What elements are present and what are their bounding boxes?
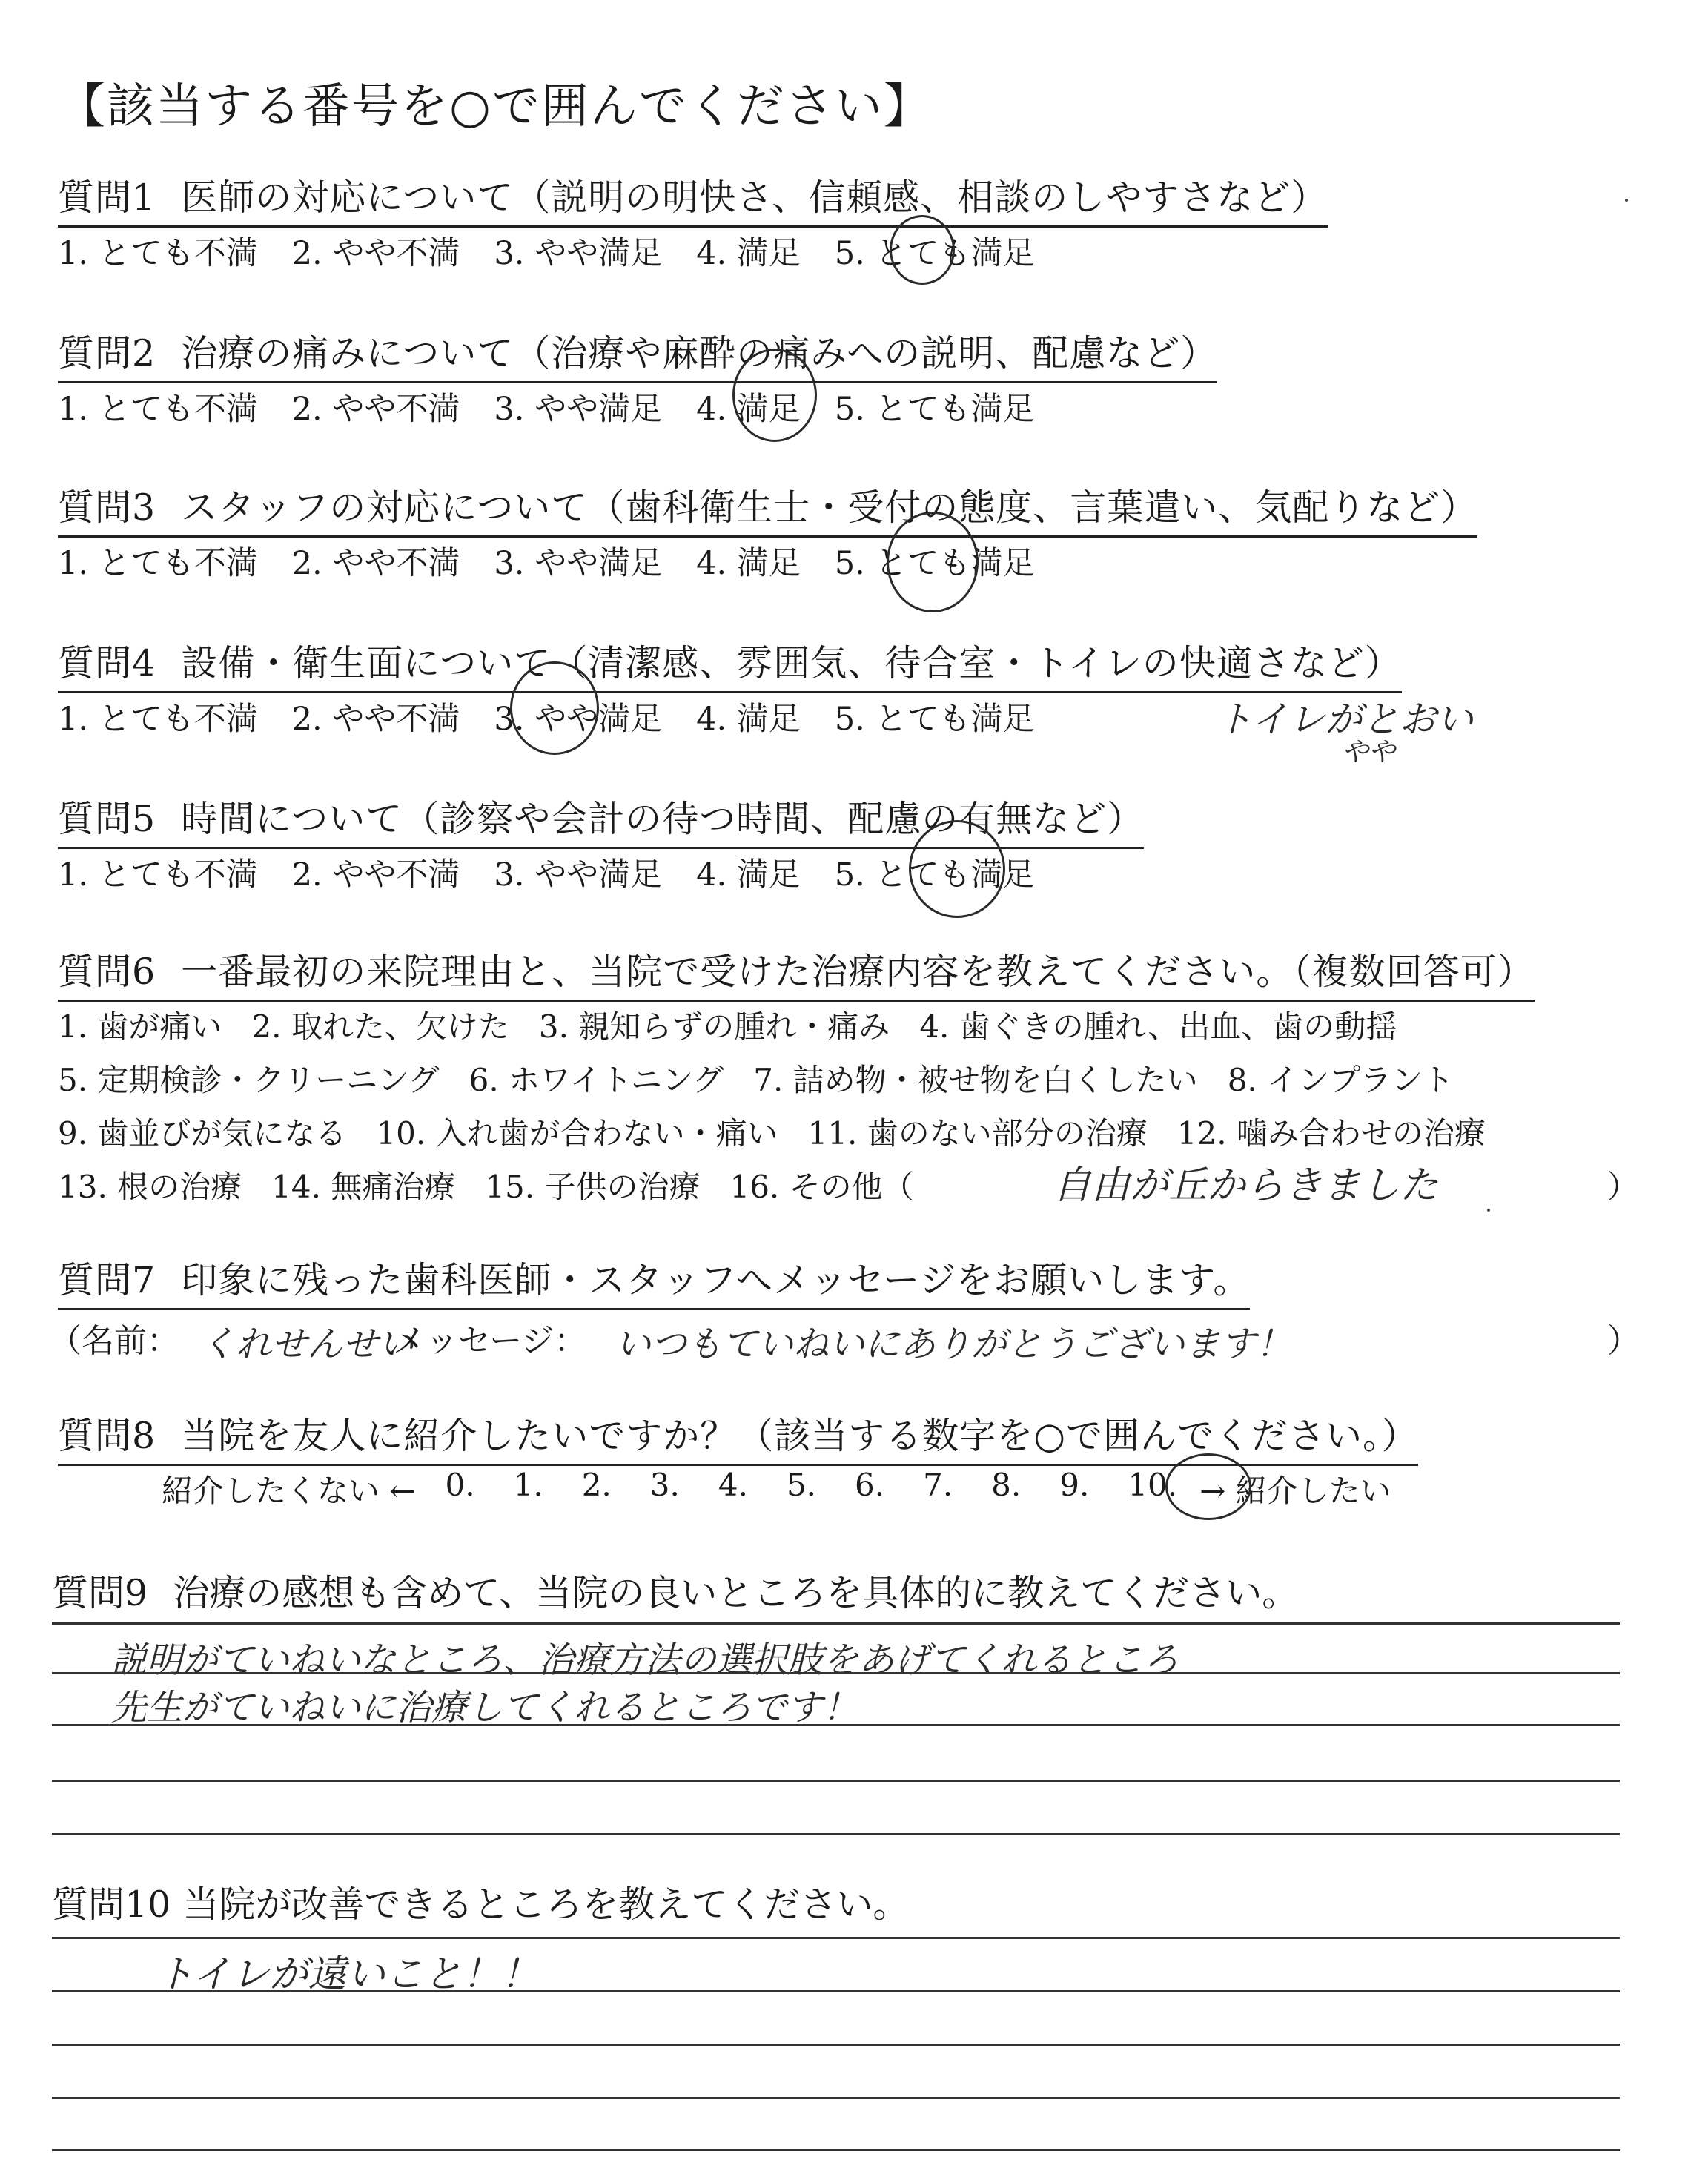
option-4[interactable]: 4. 満足 <box>696 701 801 738</box>
q6-option[interactable]: 11. 歯のない部分の治療 <box>807 1115 1148 1152</box>
answer-line <box>52 1990 1620 1992</box>
q8-number[interactable]: 6. <box>855 1467 885 1503</box>
answer-line <box>52 1833 1620 1835</box>
q6-option[interactable]: 12. 噛み合わせの治療 <box>1176 1115 1486 1152</box>
option-3[interactable]: 3. やや満足 <box>494 701 663 738</box>
question-1-heading <box>58 169 1328 228</box>
q7-message-label: メッセージ： <box>393 1322 587 1360</box>
q8-number[interactable]: 3. <box>649 1467 680 1503</box>
answer-line <box>52 1622 1620 1625</box>
q4-handwritten-note-small: やや <box>1342 737 1396 767</box>
question-10-text: 当院が改善できるところを教えてください。 <box>182 1883 910 1926</box>
q7-close-paren: ） <box>1607 1322 1640 1360</box>
question-5-label: 質問5 <box>58 798 156 840</box>
option-2[interactable]: 2. やや不満 <box>291 235 460 272</box>
option-1[interactable]: 1. とても不満 <box>58 545 258 582</box>
option-4[interactable]: 4. 満足 <box>696 545 801 582</box>
option-4[interactable]: 4. 満足 <box>696 391 801 428</box>
question-9-heading <box>52 1565 1298 1616</box>
option-3[interactable]: 3. やや満足 <box>494 391 663 428</box>
question-1-text: 医師の対応について（説明の明快さ、信頼感、相談のしやすさなど） <box>181 176 1328 219</box>
q6-option[interactable]: 10. 入れ歯が合わない・痛い <box>376 1115 778 1152</box>
answer-line <box>52 2044 1620 2046</box>
q6-other-answer[interactable]: 自由が丘からきました <box>1053 1163 1439 1208</box>
question-5-text: 時間について（診察や会計の待つ時間、配慮の有無など） <box>181 798 1145 840</box>
option-1[interactable]: 1. とても不満 <box>58 235 258 272</box>
option-2[interactable]: 2. やや不満 <box>291 701 460 738</box>
q6-option[interactable]: 13. 根の治療 <box>58 1169 242 1205</box>
question-4-heading <box>58 635 1402 693</box>
q6-row-4 <box>58 1163 944 1207</box>
question-7-text: 印象に残った歯科医師・スタッフへメッセージをお願いします。 <box>181 1259 1251 1301</box>
scan-speck <box>1487 1209 1490 1212</box>
answer-line <box>52 2149 1620 2151</box>
q9-answer-line-2[interactable]: 先生がていねいに治療してくれるところです！ <box>111 1687 858 1728</box>
q4-handwritten-note: トイレがとおい <box>1216 698 1474 741</box>
q6-option[interactable]: 7. 詰め物・被せ物を白くしたい <box>753 1062 1198 1098</box>
question-3-heading <box>58 479 1477 538</box>
question-7-heading <box>58 1252 1250 1310</box>
question-9-text: 治療の感想も含めて、当院の良いところを具体的に教えてください。 <box>173 1572 1299 1614</box>
question-6-text: 一番最初の来院理由と、当院で受けた治療内容を教えてください。（複数回答可） <box>181 951 1535 993</box>
q3-selection-circle <box>887 512 979 612</box>
question-3-text: スタッフの対応について（歯科衛生士・受付の態度、言葉遣い、気配りなど） <box>181 486 1478 529</box>
question-6-heading <box>58 943 1535 1002</box>
question-3-label: 質問3 <box>58 486 156 529</box>
q6-option[interactable]: 3. 親知らずの腫れ・痛み <box>538 1008 890 1045</box>
q6-row-1 <box>58 1003 1426 1047</box>
page-title: 【該当する番号を○で囲んでください】 <box>58 79 933 134</box>
q9-answer-line-1[interactable]: 説明がていねいなところ、治療方法の選択肢をあげてくれるところ <box>111 1639 1179 1681</box>
question-2-text: 治療の痛みについて（治療や麻酔の痛みへの説明、配慮など） <box>181 332 1218 374</box>
question-10-label: 質問10 <box>52 1883 171 1926</box>
q6-close-paren: ） <box>1607 1169 1639 1205</box>
option-1[interactable]: 1. とても不満 <box>58 856 258 894</box>
question-2-options <box>58 384 1069 429</box>
q4-selection-circle <box>510 661 599 755</box>
option-5[interactable]: 5. とても満足 <box>834 701 1035 738</box>
option-3[interactable]: 3. やや満足 <box>494 856 663 894</box>
q6-option[interactable]: 9. 歯並びが気になる <box>58 1115 347 1152</box>
question-6-label: 質問6 <box>58 951 156 993</box>
option-1[interactable]: 1. とても不満 <box>58 391 258 428</box>
q5-selection-circle <box>909 820 1005 918</box>
scan-speck <box>1625 199 1628 202</box>
answer-line <box>52 1937 1620 1939</box>
question-9-label: 質問9 <box>52 1572 148 1614</box>
q8-number[interactable]: 10. <box>1128 1467 1178 1503</box>
q6-option[interactable]: 15. 子供の治療 <box>485 1169 701 1205</box>
q6-option[interactable]: 14. 無痛治療 <box>271 1169 456 1205</box>
q8-selection-circle <box>1165 1453 1251 1520</box>
q6-row-3 <box>58 1109 1515 1154</box>
q8-number[interactable]: 4. <box>718 1467 748 1503</box>
q6-option[interactable]: 8. インプラント <box>1227 1062 1454 1098</box>
option-2[interactable]: 2. やや不満 <box>291 545 460 582</box>
q8-left-label: 紹介したくない ← <box>162 1473 416 1509</box>
answer-line <box>52 1724 1620 1726</box>
question-4-text: 設備・衛生面について（清潔感、雰囲気、待合室・トイレの快適さなど） <box>181 642 1402 684</box>
q6-option[interactable]: 4. 歯ぐきの腫れ、出血、歯の動揺 <box>919 1008 1397 1045</box>
option-1[interactable]: 1. とても不満 <box>58 701 258 738</box>
q8-number[interactable]: 1. <box>513 1467 543 1503</box>
q6-option[interactable]: 16. その他（ <box>729 1169 914 1205</box>
q7-message-value[interactable]: いつもていねいにありがとうございます！ <box>615 1324 1292 1365</box>
q7-name-value[interactable]: くれせんせい <box>200 1324 414 1365</box>
question-7-label: 質問7 <box>58 1259 156 1301</box>
question-8-label: 質問8 <box>58 1415 156 1457</box>
option-2[interactable]: 2. やや不満 <box>291 391 460 428</box>
q8-number[interactable]: 0. <box>445 1467 475 1503</box>
q2-selection-circle <box>732 349 817 442</box>
q8-number[interactable]: 9. <box>1059 1467 1090 1503</box>
question-2-label: 質問2 <box>58 332 156 374</box>
q7-name-label: （名前： <box>49 1322 179 1360</box>
option-5[interactable]: 5. とても満足 <box>834 235 1035 272</box>
q1-selection-circle <box>890 215 955 285</box>
q6-option[interactable]: 5. 定期検診・クリーニング <box>58 1062 440 1098</box>
option-4[interactable]: 4. 満足 <box>696 856 801 894</box>
question-4-label: 質問4 <box>58 642 156 684</box>
q6-row-2 <box>58 1056 1483 1100</box>
answer-line <box>52 2097 1620 2099</box>
q8-number[interactable]: 8. <box>991 1467 1022 1503</box>
question-2-heading <box>58 325 1217 383</box>
q6-option[interactable]: 1. 歯が痛い <box>58 1008 222 1045</box>
option-5[interactable]: 5. とても満足 <box>834 545 1035 582</box>
question-1-label: 質問1 <box>58 176 156 219</box>
q8-number[interactable]: 2. <box>581 1467 612 1503</box>
question-8-text: 当院を友人に紹介したいですか？（該当する数字を○で囲んでください。） <box>181 1415 1419 1457</box>
option-4[interactable]: 4. 満足 <box>696 235 801 272</box>
q6-option[interactable]: 6. ホワイトニング <box>469 1062 724 1098</box>
option-5[interactable]: 5. とても満足 <box>834 391 1035 428</box>
option-5[interactable]: 5. とても満足 <box>834 856 1035 894</box>
option-3[interactable]: 3. やや満足 <box>494 235 663 272</box>
q10-answer-line-1[interactable]: トイレが遠いこと！！ <box>156 1952 540 1997</box>
answer-line <box>52 1672 1620 1674</box>
question-10-heading <box>52 1876 909 1928</box>
q8-number[interactable]: 5. <box>786 1467 817 1503</box>
option-3[interactable]: 3. やや満足 <box>494 545 663 582</box>
answer-line <box>52 1780 1620 1782</box>
option-2[interactable]: 2. やや不満 <box>291 856 460 894</box>
q6-option[interactable]: 2. 取れた、欠けた <box>251 1008 509 1045</box>
q8-right-label: → 紹介したい <box>1199 1473 1391 1509</box>
q8-number[interactable]: 7. <box>923 1467 953 1503</box>
